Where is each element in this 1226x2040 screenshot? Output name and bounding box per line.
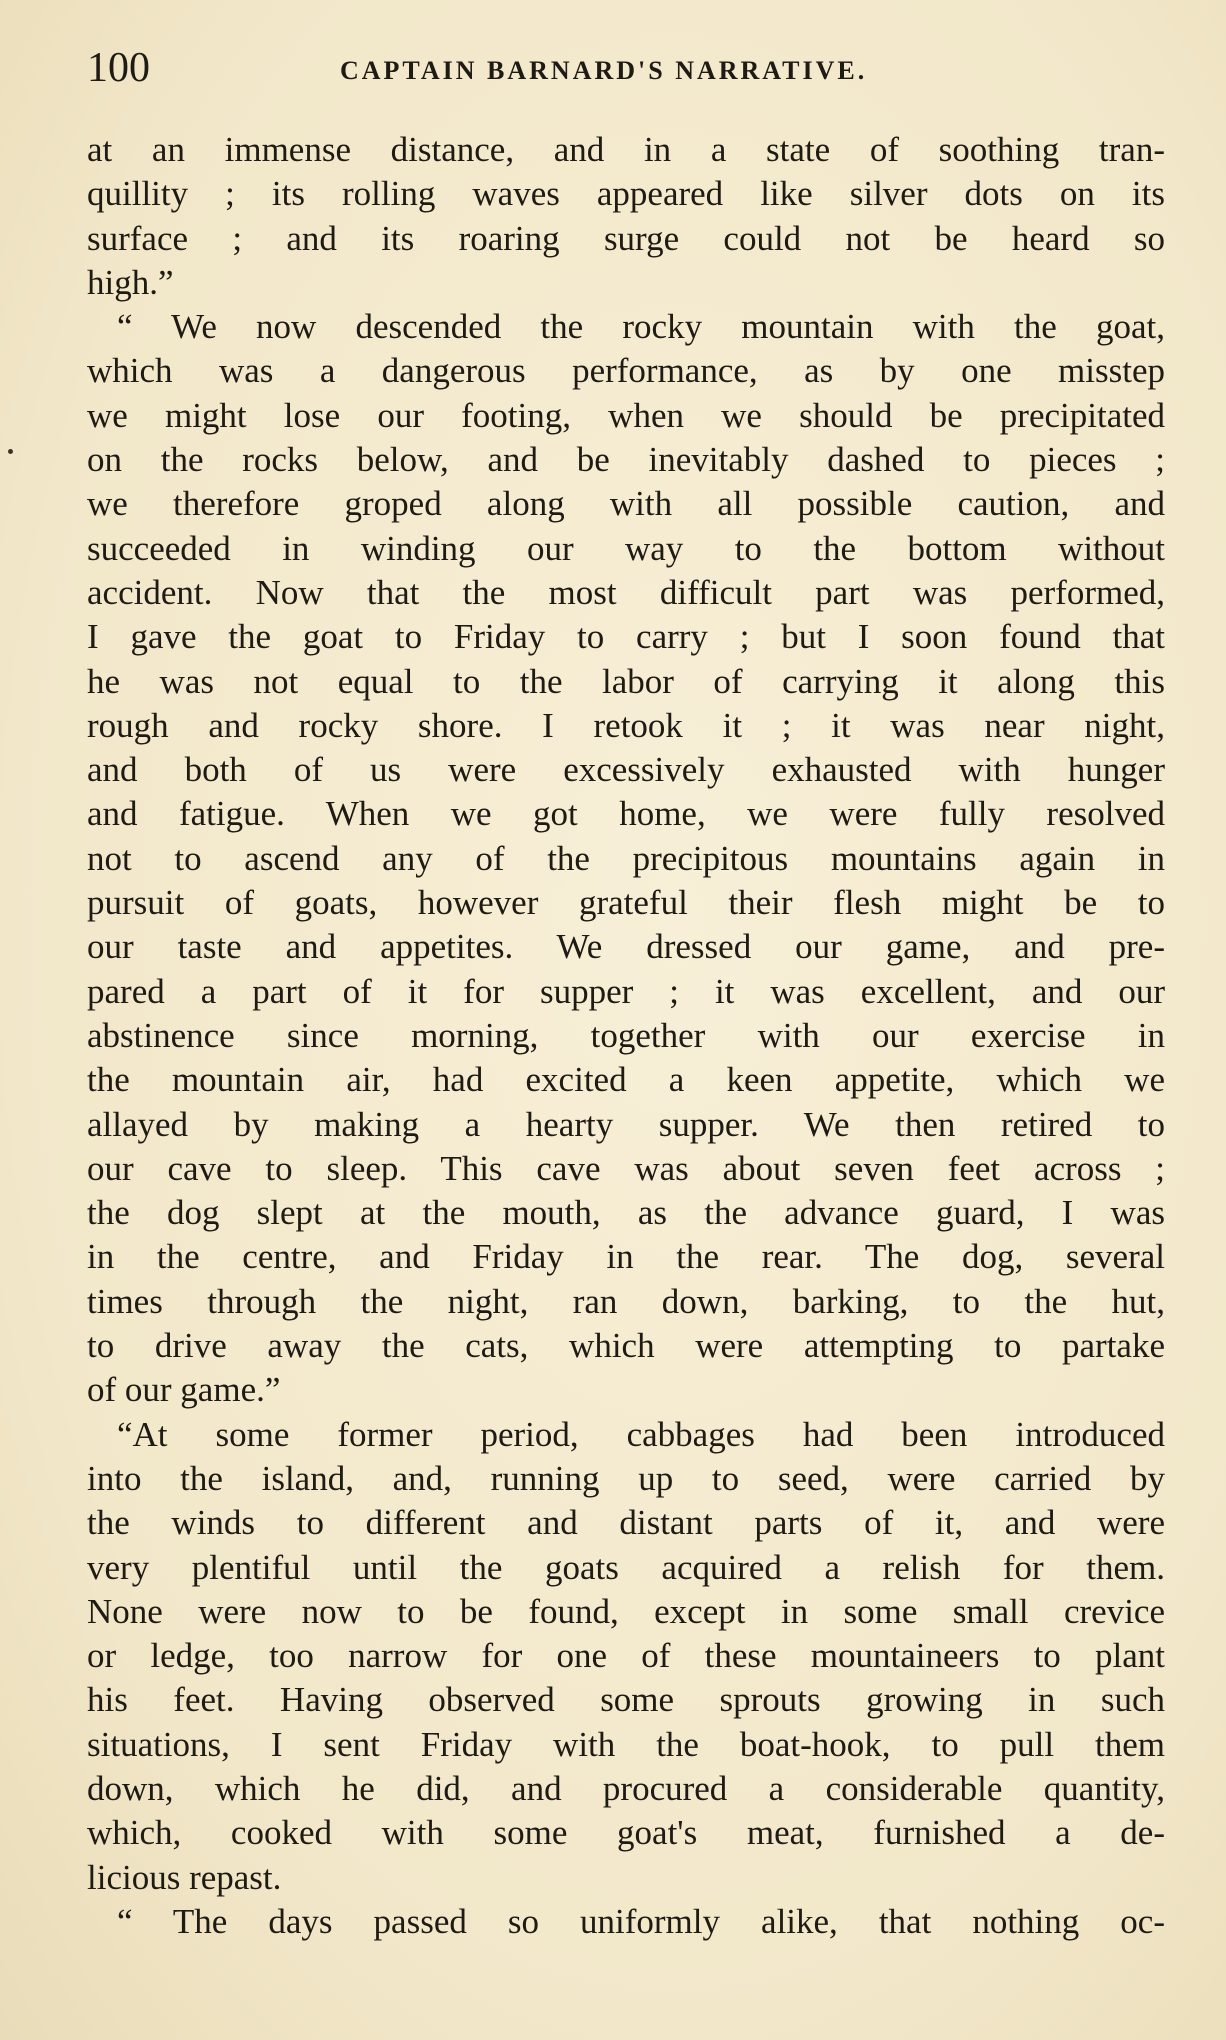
text-line: which was a dangerous performance, as by one misstep xyxy=(87,351,1165,391)
text-line: not to ascend any of the precipitous mountains again in xyxy=(87,838,1165,878)
running-title: CAPTAIN BARNARD'S NARRATIVE. xyxy=(340,56,868,85)
text-line: we therefore groped along with all possible caution, and xyxy=(87,484,1165,524)
page-number: 100 xyxy=(87,45,150,91)
text-line: “At some former period, cabbages had been introduced xyxy=(117,1414,1165,1454)
text-line: “ The days passed so uniformly alike, that nothing oc- xyxy=(117,1901,1165,1941)
text-line: the winds to different and distant parts of it, and were xyxy=(87,1503,1165,1543)
text-line: allayed by making a hearty supper. We then retired to xyxy=(87,1104,1165,1144)
text-line: pared a part of it for supper ; it was excellent, and our xyxy=(87,971,1165,1011)
text-line: his feet. Having observed some sprouts growing in such xyxy=(87,1680,1165,1720)
text-line: succeeded in winding our way to the bottom without xyxy=(87,528,1165,568)
text-line: which, cooked with some goat's meat, furnished a de- xyxy=(87,1813,1165,1853)
text-line: licious repast. xyxy=(87,1857,282,1897)
text-line: situations, I sent Friday with the boat-hook, to pull them xyxy=(87,1724,1165,1764)
text-line: surface ; and its roaring surge could not be heard so xyxy=(87,218,1165,258)
text-line: None were now to be found, except in some small crevice xyxy=(87,1591,1165,1631)
text-line: we might lose our footing, when we should be precipitated xyxy=(87,395,1165,435)
text-line: rough and rocky shore. I retook it ; it was near night, xyxy=(87,705,1165,745)
text-line: into the island, and, running up to seed, were carried by xyxy=(87,1458,1165,1498)
stray-ink-mark xyxy=(8,449,13,454)
text-line: accident. Now that the most difficult part was performed, xyxy=(87,572,1165,612)
text-line: the mountain air, had excited a keen appetite, which we xyxy=(87,1060,1165,1100)
text-line: down, which he did, and procured a considerable quantity, xyxy=(87,1768,1165,1808)
text-line: and both of us were excessively exhausted with hunger xyxy=(87,750,1165,790)
body-text xyxy=(87,128,1165,1944)
text-line: I gave the goat to Friday to carry ; but I soon found that xyxy=(87,617,1165,657)
text-line: very plentiful until the goats acquired a relish for them. xyxy=(87,1547,1165,1587)
text-line: on the rocks below, and be inevitably dashed to pieces ; xyxy=(87,440,1165,480)
page-header xyxy=(87,40,1166,96)
text-line: of our game.” xyxy=(87,1370,281,1410)
text-line: and fatigue. When we got home, we were fully resolved xyxy=(87,794,1165,834)
text-line: “ We now descended the rocky mountain with the goat, xyxy=(117,307,1165,347)
text-line: our cave to sleep. This cave was about seven feet across ; xyxy=(87,1148,1165,1188)
text-line: at an immense distance, and in a state of soothing tran- xyxy=(87,130,1165,169)
text-line: to drive away the cats, which were attempting to partake xyxy=(87,1326,1165,1366)
text-line: quillity ; its rolling waves appeared like silver dots on its xyxy=(87,174,1165,214)
text-line: times through the night, ran down, barking, to the hut, xyxy=(87,1281,1165,1321)
text-line: abstinence since morning, together with our exercise in xyxy=(87,1015,1165,1055)
text-line: high.” xyxy=(87,262,174,302)
text-line: the dog slept at the mouth, as the advance guard, I was xyxy=(87,1193,1165,1233)
text-line: he was not equal to the labor of carrying it along this xyxy=(87,661,1165,701)
text-line: our taste and appetites. We dressed our game, and pre- xyxy=(87,927,1165,967)
text-line: pursuit of goats, however grateful their flesh might be to xyxy=(87,883,1165,923)
text-line: in the centre, and Friday in the rear. The dog, several xyxy=(87,1237,1165,1277)
text-line: or ledge, too narrow for one of these mountaineers to plant xyxy=(87,1636,1165,1676)
